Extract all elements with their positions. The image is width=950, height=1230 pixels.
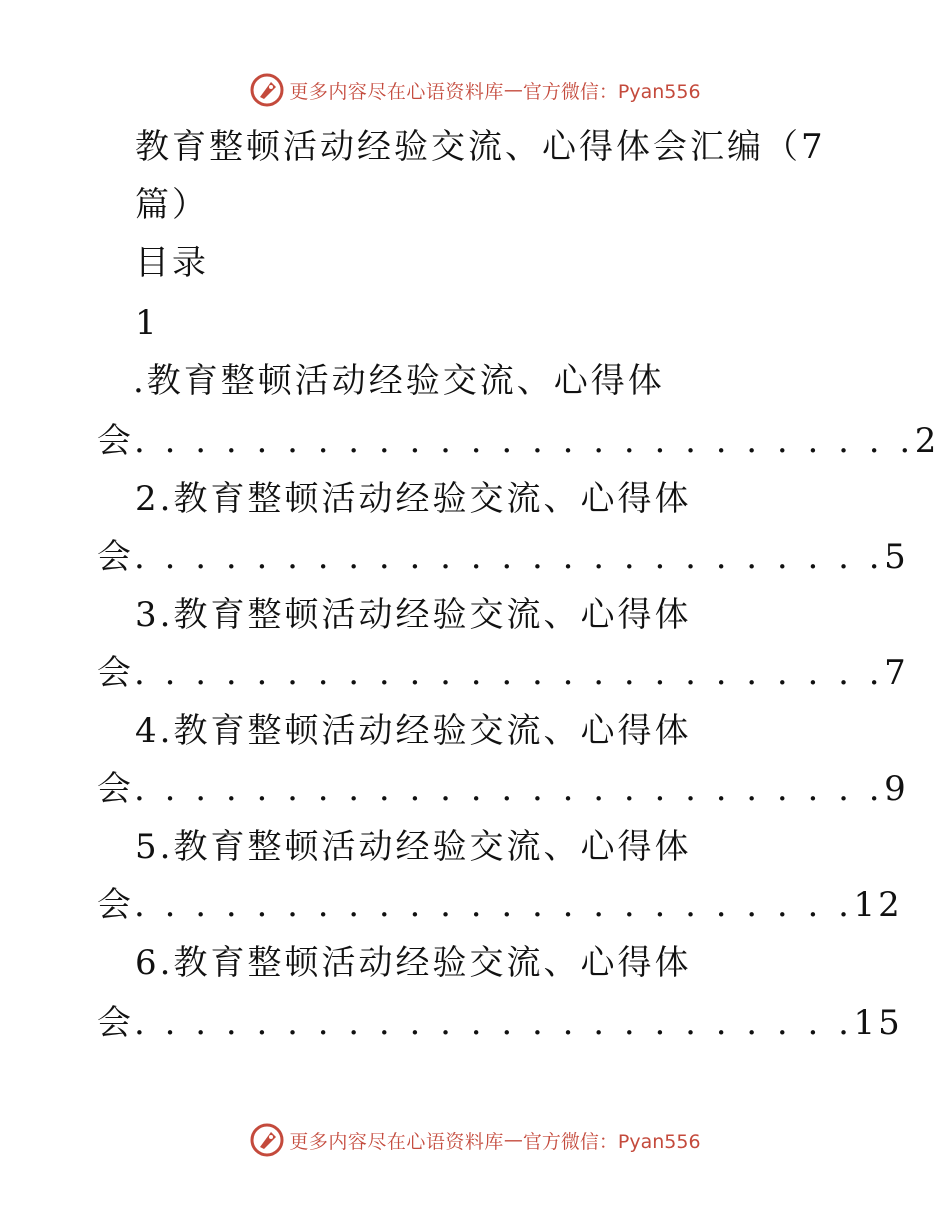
- toc-page-number: 5: [884, 537, 909, 577]
- toc-entry-5-label[interactable]: 5.教育整顿活动经验交流、心得体: [135, 827, 692, 867]
- toc-entry-tail: 会: [97, 885, 134, 925]
- toc-entry-6-leader[interactable]: [97, 1003, 903, 1043]
- toc-entry-5-leader[interactable]: [97, 885, 903, 925]
- toc-entry-1-label[interactable]: .教育整顿活动经验交流、心得体: [133, 361, 665, 401]
- toc-page-number: 9: [884, 769, 909, 809]
- banner-text: 更多内容尽在心语资料库: [289, 80, 504, 103]
- toc-entry-2-leader[interactable]: [97, 537, 909, 577]
- toc-entry-4-label[interactable]: 4.教育整顿活动经验交流、心得体: [135, 711, 692, 751]
- toc-page-number: 12: [853, 885, 903, 925]
- toc-dots: . . . . . . . . . . . . . . . . . . . . . . . . .: [134, 653, 885, 693]
- toc-entry-3-leader[interactable]: [97, 653, 909, 693]
- toc-page-number: 15: [853, 1003, 903, 1043]
- toc-heading: 目录: [135, 243, 209, 283]
- toc-entry-tail: 会: [97, 653, 134, 693]
- toc-entry-tail: 会: [97, 1003, 134, 1043]
- document-title-line1: 教育整顿活动经验交流、心得体会汇编（7: [135, 127, 826, 167]
- header-banner: [0, 70, 950, 110]
- toc-entry-2-label[interactable]: 2.教育整顿活动经验交流、心得体: [135, 479, 692, 519]
- banner-separator: —: [503, 1129, 523, 1151]
- toc-dots: . . . . . . . . . . . . . . . . . . . . . . . . .: [134, 537, 885, 577]
- banner-wechat: 官方微信：Pyan556: [522, 80, 701, 103]
- toc-dots: . . . . . . . . . . . . . . . . . . . . . . . . .: [134, 769, 885, 809]
- toc-entry-6-label[interactable]: 6.教育整顿活动经验交流、心得体: [135, 943, 692, 983]
- toc-dots: . . . . . . . . . . . . . . . . . . . . . . . .: [134, 885, 854, 925]
- toc-entry-tail: 会: [97, 421, 134, 461]
- pen-nib-logo-icon: [249, 1122, 285, 1158]
- toc-first-number: 1: [135, 303, 160, 343]
- banner-separator: —: [503, 79, 523, 101]
- toc-entry-1-leader[interactable]: [97, 421, 940, 461]
- toc-page-number: 7: [884, 653, 909, 693]
- toc-entry-tail: 会: [97, 769, 134, 809]
- toc-entry-3-label[interactable]: 3.教育整顿活动经验交流、心得体: [135, 595, 692, 635]
- toc-page-number: 2: [914, 421, 940, 461]
- footer-banner: [0, 1120, 950, 1160]
- document-title-line2: 篇）: [135, 185, 209, 225]
- banner-text: 更多内容尽在心语资料库: [289, 1130, 504, 1153]
- toc-dots: . . . . . . . . . . . . . . . . . . . . . . . . . .: [134, 421, 915, 461]
- banner-wechat: 官方微信：Pyan556: [522, 1130, 701, 1153]
- toc-entry-tail: 会: [97, 537, 134, 577]
- toc-entry-4-leader[interactable]: [97, 769, 909, 809]
- toc-dots: . . . . . . . . . . . . . . . . . . . . . . . .: [134, 1003, 854, 1043]
- pen-nib-logo-icon: [249, 72, 285, 108]
